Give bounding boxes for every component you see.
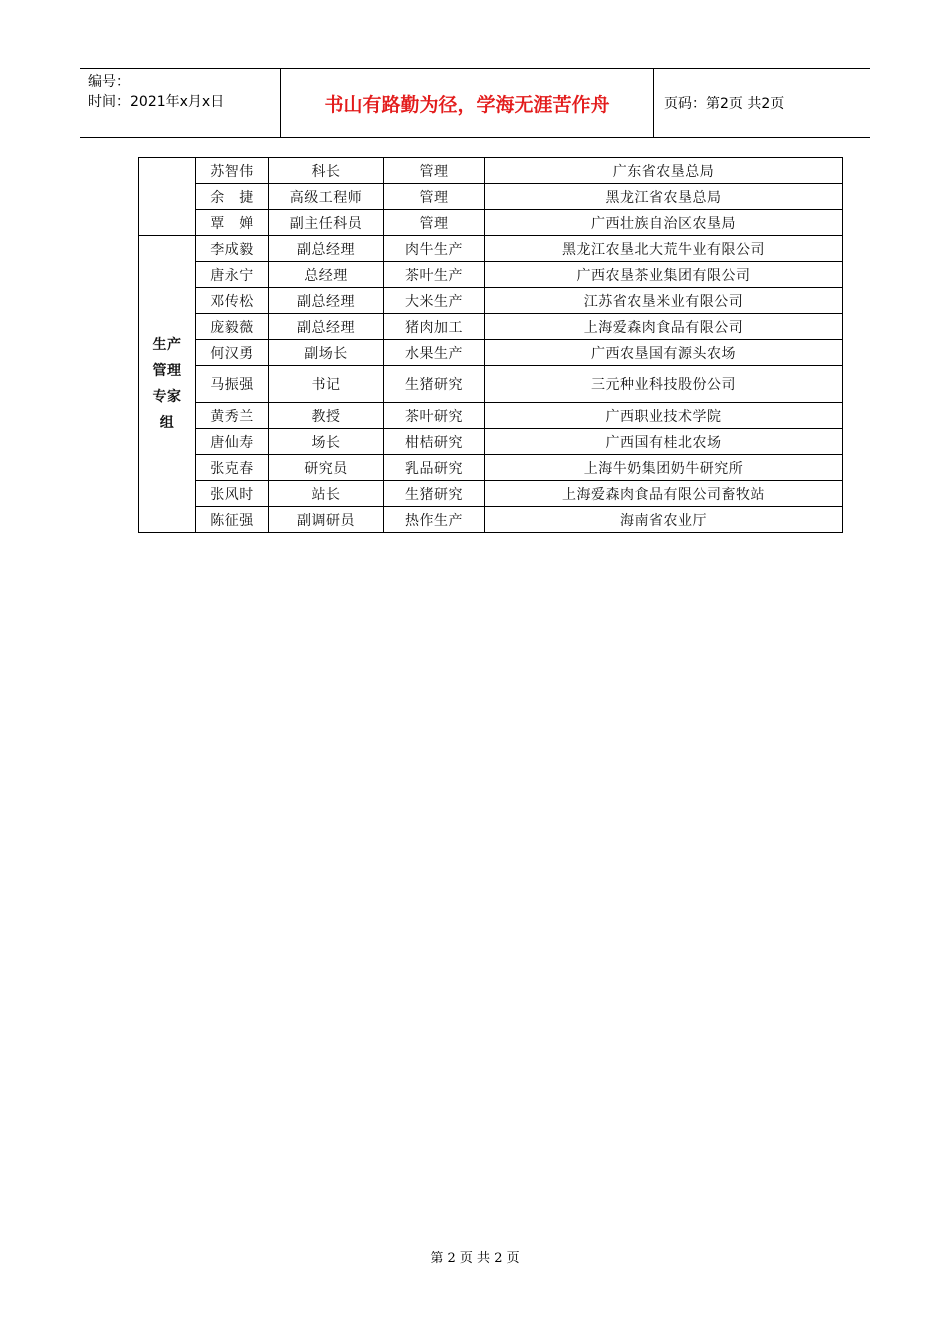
member-field: 大米生产 — [384, 288, 485, 314]
member-title: 副总经理 — [269, 236, 384, 262]
member-field: 生猪研究 — [384, 366, 485, 403]
member-org: 海南省农业厅 — [485, 507, 843, 533]
table-row — [139, 262, 843, 288]
header-motto — [281, 69, 654, 137]
member-field: 猪肉加工 — [384, 314, 485, 340]
member-field: 肉牛生产 — [384, 236, 485, 262]
member-name: 邓传松 — [196, 288, 269, 314]
table-row — [139, 210, 843, 236]
member-title: 总经理 — [269, 262, 384, 288]
member-name: 张风时 — [196, 481, 269, 507]
member-name: 庞毅薇 — [196, 314, 269, 340]
member-title: 教授 — [269, 403, 384, 429]
expert-roster-table — [138, 157, 843, 533]
member-org: 黑龙江农垦北大荒牛业有限公司 — [485, 236, 843, 262]
member-field: 柑桔研究 — [384, 429, 485, 455]
table-row — [139, 481, 843, 507]
member-title: 副调研员 — [269, 507, 384, 533]
member-org: 江苏省农垦米业有限公司 — [485, 288, 843, 314]
member-title: 副主任科员 — [269, 210, 384, 236]
table-row — [139, 340, 843, 366]
member-title: 科长 — [269, 158, 384, 184]
member-title: 场长 — [269, 429, 384, 455]
member-name: 李成毅 — [196, 236, 269, 262]
member-name: 张克春 — [196, 455, 269, 481]
member-field: 管理 — [384, 210, 485, 236]
member-org: 上海牛奶集团奶牛研究所 — [485, 455, 843, 481]
member-field: 管理 — [384, 184, 485, 210]
member-name: 何汉勇 — [196, 340, 269, 366]
table-row — [139, 403, 843, 429]
member-org: 广西壮族自治区农垦局 — [485, 210, 843, 236]
member-org: 上海爱森肉食品有限公司 — [485, 314, 843, 340]
member-org: 广东省农垦总局 — [485, 158, 843, 184]
member-field: 水果生产 — [384, 340, 485, 366]
table-row — [139, 184, 843, 210]
member-title: 副总经理 — [269, 288, 384, 314]
member-field: 热作生产 — [384, 507, 485, 533]
page-header — [80, 68, 870, 138]
member-org: 广西国有桂北农场 — [485, 429, 843, 455]
member-name: 唐仙寿 — [196, 429, 269, 455]
member-title: 研究员 — [269, 455, 384, 481]
group-cell-top — [139, 158, 196, 236]
table-row — [139, 366, 843, 403]
group-cell-production — [139, 236, 196, 533]
member-title: 书记 — [269, 366, 384, 403]
page-code: 页码：第2页 共2页 — [664, 96, 785, 112]
member-name: 陈征强 — [196, 507, 269, 533]
member-field: 管理 — [384, 158, 485, 184]
member-field: 茶叶生产 — [384, 262, 485, 288]
member-field: 乳品研究 — [384, 455, 485, 481]
member-org: 广西农垦国有源头农场 — [485, 340, 843, 366]
member-org: 上海爱森肉食品有限公司畜牧站 — [485, 481, 843, 507]
table-row — [139, 158, 843, 184]
member-title: 副总经理 — [269, 314, 384, 340]
table-row — [139, 455, 843, 481]
member-title: 站长 — [269, 481, 384, 507]
header-meta — [80, 69, 281, 137]
member-field: 茶叶研究 — [384, 403, 485, 429]
motto-text: 书山有路勤为径，学海无涯苦作舟 — [324, 93, 610, 116]
member-field: 生猪研究 — [384, 481, 485, 507]
member-title: 副场长 — [269, 340, 384, 366]
member-name: 苏智伟 — [196, 158, 269, 184]
member-org: 广西职业技术学院 — [485, 403, 843, 429]
table-row — [139, 236, 843, 262]
member-name: 余 捷 — [196, 184, 269, 210]
table-row — [139, 314, 843, 340]
member-title: 高级工程师 — [269, 184, 384, 210]
member-org: 三元种业科技股份公司 — [485, 366, 843, 403]
table-row — [139, 507, 843, 533]
time-label: 时间：2021年x月x日 — [88, 94, 225, 110]
member-name: 黄秀兰 — [196, 403, 269, 429]
member-name: 马振强 — [196, 366, 269, 403]
page-footer: 第 2 页 共 2 页 — [430, 1251, 520, 1266]
member-name: 覃 婵 — [196, 210, 269, 236]
member-name: 唐永宁 — [196, 262, 269, 288]
number-label: 编号： — [88, 74, 130, 90]
member-org: 广西农垦茶业集团有限公司 — [485, 262, 843, 288]
table-row — [139, 288, 843, 314]
group-label: 生产管理专家组 — [152, 337, 182, 431]
member-org: 黑龙江省农垦总局 — [485, 184, 843, 210]
table-row — [139, 429, 843, 455]
